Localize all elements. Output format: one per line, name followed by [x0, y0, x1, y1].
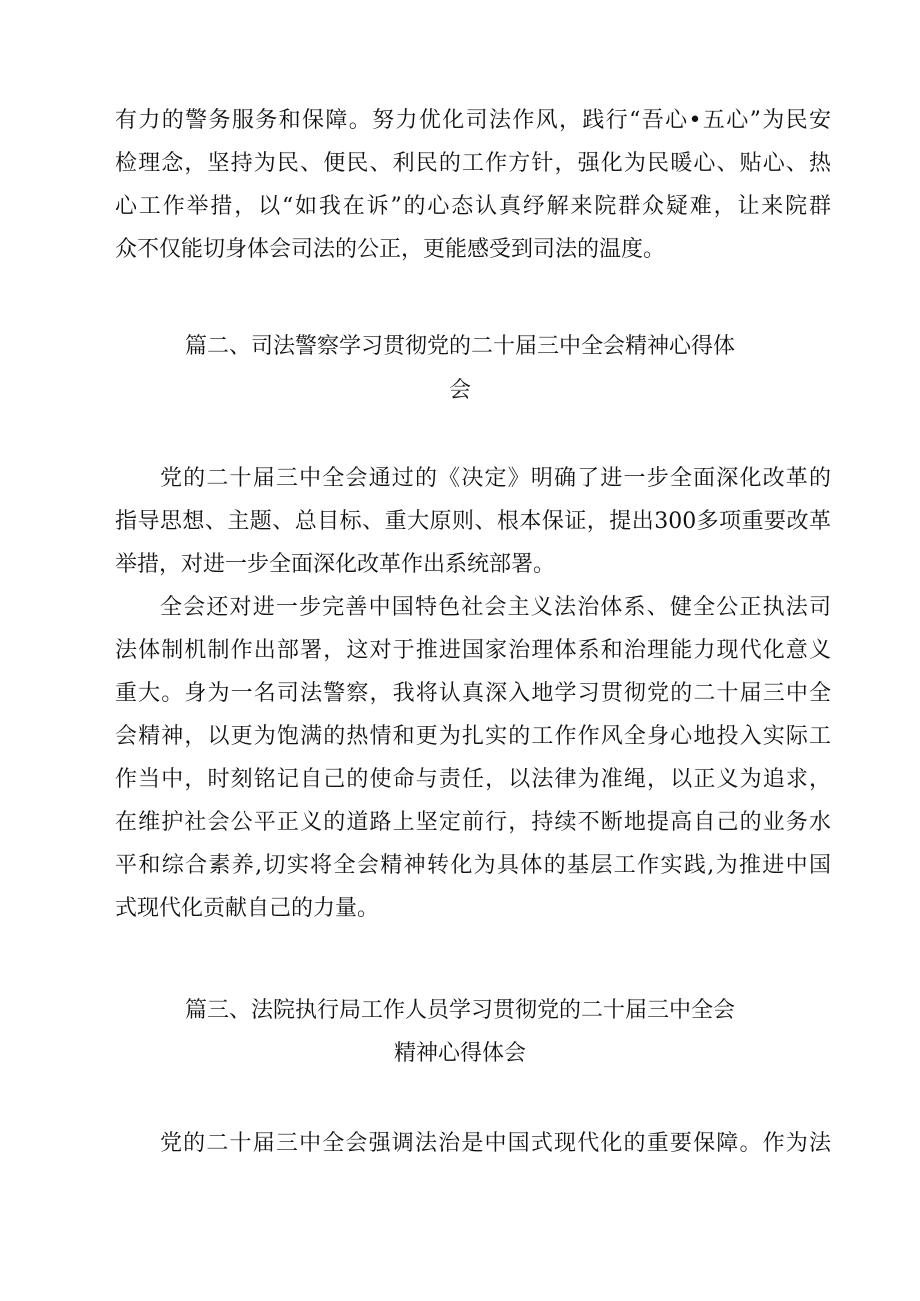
paragraph-line: 检理念，坚持为民、便民、利民的工作方针，强化为民暖心、贴心、热 — [115, 151, 831, 176]
paragraph-line: 作当中，时刻铭记自己的使命与责任，以法律为准绳，以正义为追求， — [115, 767, 831, 792]
paragraph-line: 重大。身为一名司法警察，我将认真深入地学习贯彻党的二十届三中全 — [115, 681, 831, 706]
paragraph-line: 心工作举措，以“如我在诉”的心态认真纾解来院群众疑难，让来院群 — [115, 194, 831, 219]
paragraph-line: 平和综合素养,切实将全会精神转化为具体的基层工作实践,为推进中国 — [115, 853, 831, 878]
paragraph-line: 法体制机制作出部署，这对于推进国家治理体系和治理能力现代化意义 — [115, 638, 831, 663]
paragraph-line: 众不仅能切身体会司法的公正，更能感受到司法的温度。 — [115, 237, 666, 262]
paragraph-line: 有力的警务服务和保障。努力优化司法作风，践行“吾心•五心”为民安 — [115, 108, 831, 133]
paragraph-line: 式现代化贡献自己的力量。 — [115, 896, 380, 921]
paragraph-line: 举措，对进一步全面深化改革作出系统部署。 — [115, 552, 556, 577]
paragraph-line: 在维护社会公平正义的道路上坚定前行，持续不断地提高自己的业务水 — [115, 810, 831, 835]
section-title: 篇二、司法警察学习贯彻党的二十届三中全会精神心得体 — [184, 334, 735, 359]
paragraph-line: 党的二十届三中全会通过的《决定》明确了进一步全面深化改革的 — [160, 466, 831, 491]
paragraph-line: 全会还对进一步完善中国特色社会主义法治体系、健全公正执法司 — [160, 595, 831, 620]
section-title: 会 — [448, 378, 471, 403]
paragraph-line: 党的二十届三中全会强调法治是中国式现代化的重要保障。作为法 — [160, 1131, 831, 1156]
section-title: 篇三、法院执行局工作人员学习贯彻党的二十届三中全会 — [184, 998, 735, 1023]
section-title: 精神心得体会 — [393, 1041, 526, 1066]
paragraph-line: 指导思想、主题、总目标、重大原则、根本保证，提出300多项重要改革 — [115, 509, 831, 534]
paragraph-line: 会精神，以更为饱满的热情和更为扎实的工作作风全身心地投入实际工 — [115, 724, 831, 749]
